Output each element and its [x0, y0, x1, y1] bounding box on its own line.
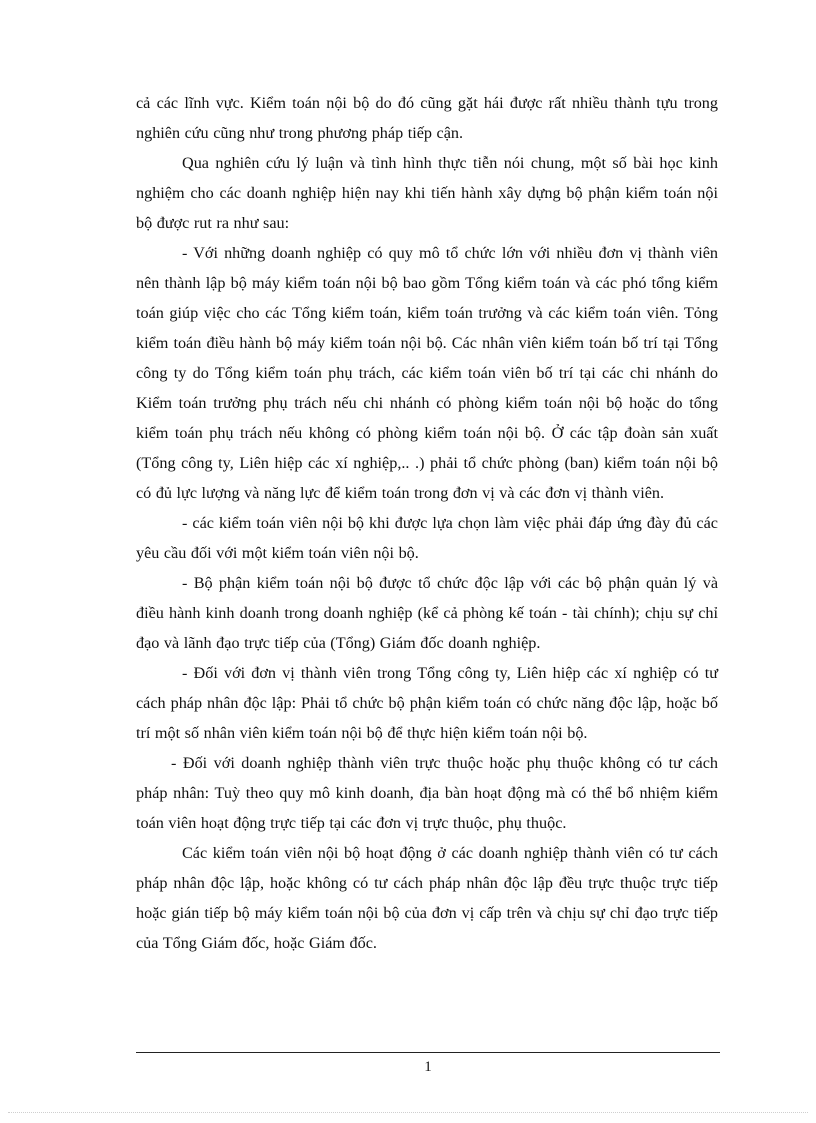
- footer-divider: [136, 1052, 720, 1053]
- paragraph-conclusion: Các kiểm toán viên nội bộ hoạt động ở các doanh nghiệp thành viên có tư cách pháp nhân độc lập, hoặc không có tư cách pháp nhân độc lập đều trực thuộc trực tiếp hoặc gián tiếp bộ máy kiểm toán nội bộ của đơn vị cấp trên và chịu sự chỉ đạo trực tiếp của Tổng Giám đốc, hoặc Giám đốc.: [136, 844, 718, 952]
- page-number: 1: [424, 1059, 432, 1075]
- document-body: [136, 88, 718, 958]
- paragraph-member-units-legal: - Đối với đơn vị thành viên trong Tổng công ty, Liên hiệp các xí nghiệp có tư cách pháp nhân độc lập: Phải tổ chức bộ phận kiểm toán có chức năng độc lập, hoặc bố trí một số nhân viên kiểm toán nội bộ để thực hiện kiểm toán nội bộ.: [136, 664, 718, 742]
- paragraph-independence: - Bộ phận kiểm toán nội bộ được tổ chức độc lập với các bộ phận quản lý và điều hành kinh doanh trong doanh nghiệp (kể cả phòng kế toán - tài chính); chịu sự chỉ đạo và lãnh đạo trực tiếp của (Tổng) Giám đốc doanh nghiệp.: [136, 574, 718, 652]
- paragraph-continuation: cả các lĩnh vực. Kiểm toán nội bộ do đó cũng gặt hái được rất nhiều thành tựu trong nghiên cứu cũng như trong phương pháp tiếp cận.: [136, 94, 718, 142]
- paragraph-large-enterprise: - Với những doanh nghiệp có quy mô tổ chức lớn với nhiều đơn vị thành viên nên thành lập bộ máy kiểm toán nội bộ bao gồm Tổng kiểm toán và các phó tổng kiểm toán giúp việc cho các Tổng kiểm toán, kiểm toán trưởng và các kiểm toán viên. Tỏng kiểm toán điều hành bộ máy kiểm toán nội bộ. Các nhân viên kiểm toán bố trí tại Tổng công ty do Tổng kiểm toán phụ trách, các kiểm toán viên bố trí tại các chi nhánh do Kiểm toán trưởng phụ trách nếu chi nhánh có phòng kiểm toán nội bộ hoặc do tổng kiểm toán phụ trách nếu không có phòng kiểm toán nội bộ. Ở các tập đoàn sản xuất (Tổng công ty, Liên hiệp các xí nghiệp,.. .) phải tổ chức phòng (ban) kiểm toán nội bộ có đủ lực lượng và năng lực để kiểm toán trong đơn vị và các đơn vị thành viên.: [136, 244, 718, 502]
- paragraph-dependent-units: - Đối với doanh nghiệp thành viên trực thuộc hoặc phụ thuộc không có tư cách pháp nhân: Tuỳ theo quy mô kinh doanh, địa bàn hoạt động mà có thể bổ nhiệm kiểm toán viên hoạt động trực tiếp tại các đơn vị trực thuộc, phụ thuộc.: [136, 754, 718, 832]
- page-bottom-border: [8, 1112, 808, 1113]
- paragraph-lessons-intro: Qua nghiên cứu lý luận và tình hình thực tiễn nói chung, một số bài học kinh nghiệm cho các doanh nghiệp hiện nay khi tiến hành xây dựng bộ phận kiểm toán nội bộ được rut ra như sau:: [136, 154, 718, 232]
- paragraph-auditor-requirements: - các kiểm toán viên nội bộ khi được lựa chọn làm việc phải đáp ứng đày đủ các yêu cầu đối với một kiểm toán viên nội bộ.: [136, 514, 718, 562]
